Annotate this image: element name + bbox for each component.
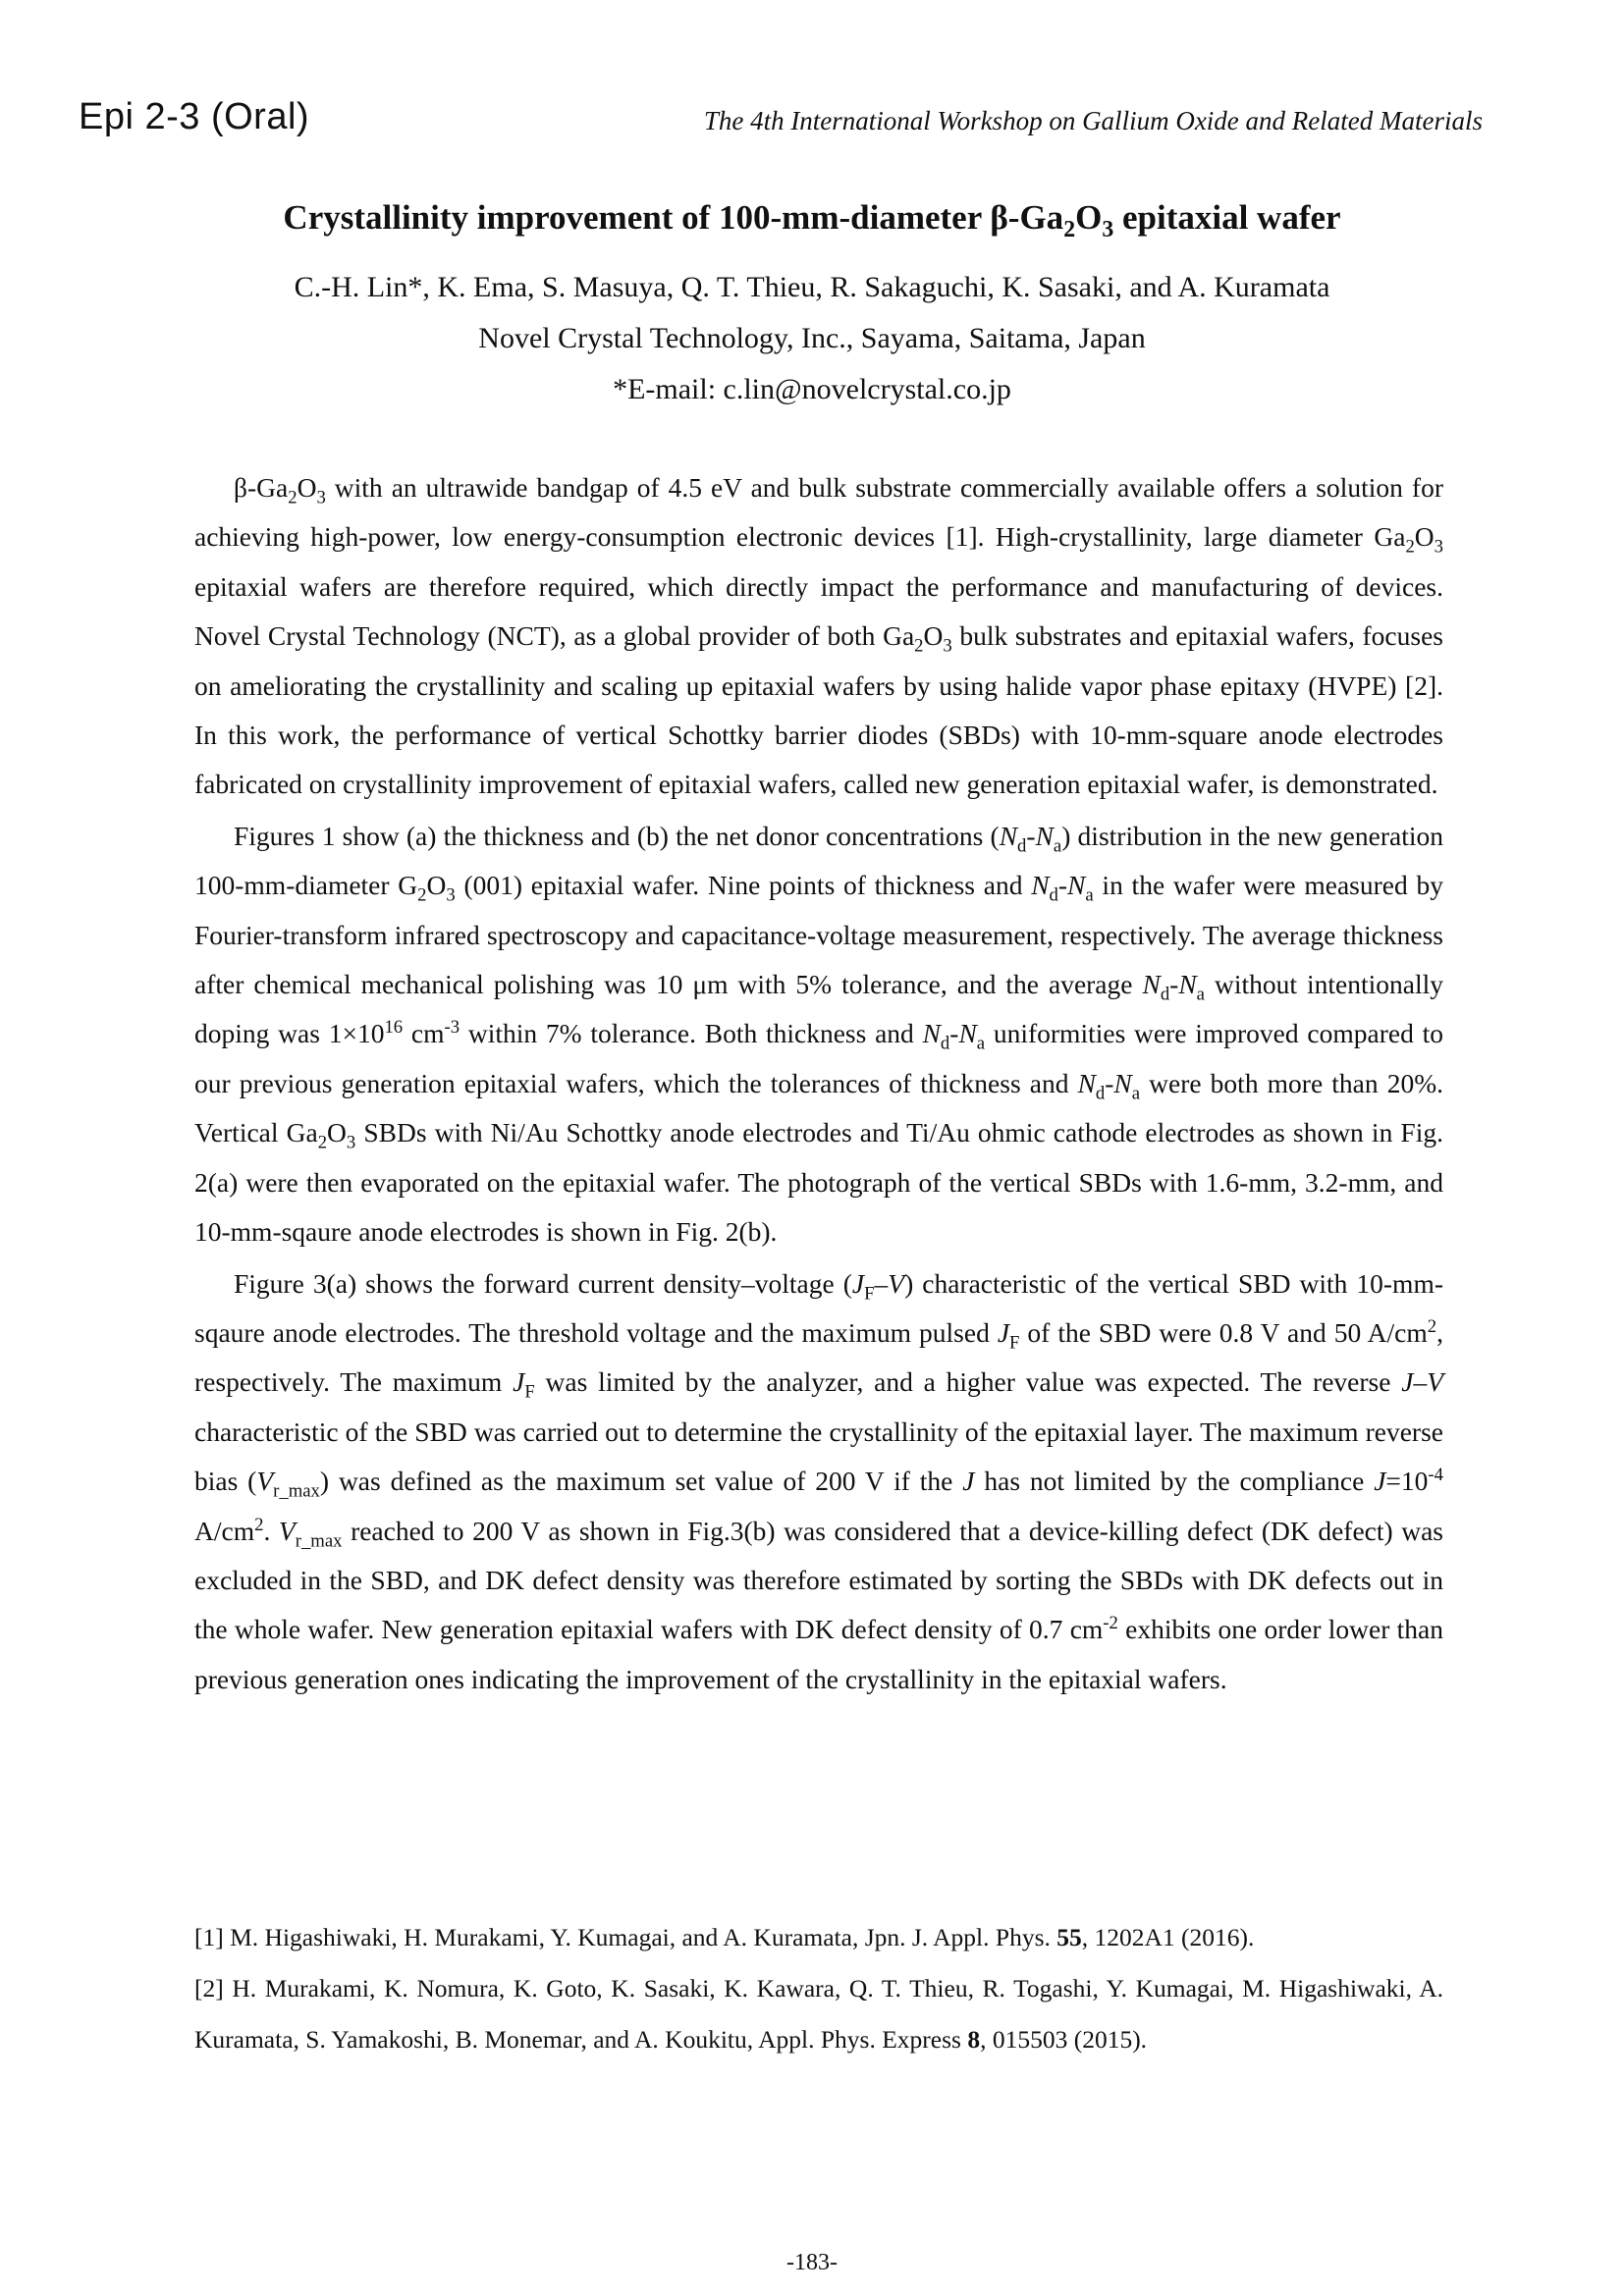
paper-title: Crystallinity improvement of 100-mm-diameter $\beta-Ga_2O_3$ epitaxial wafer: [283, 198, 1341, 242]
paragraph-1: $\beta-Ga_2O_3$ with an ultrawide bandgap of 4.5 eV and bulk substrate commercially available offers a solution for achieving high-power, low energy-consumption electronic devices [1]. High-crystallinity, large diameter $Ga_2O_3$ epitaxial wafers are therefore required, which directly impact the performance and manufacturing of devices. Novel Crystal Technology (NCT), as a global provider of both $Ga_2O_3$ bulk substrates and epitaxial wafers, focuses on ameliorating the crystallinity and scaling up epitaxial wafers by using halide vapor phase epitaxy (HVPE) [2]. In this work, the performance of vertical Schottky barrier diodes (SBDs) with 10-mm-square anode electrodes fabricated on crystallinity improvement of epitaxial wafers, called new generation epitaxial wafer, is demonstrated.: [194, 472, 1443, 800]
abstract-body: [194, 463, 1443, 1704]
paragraph-3: Figure 3(a) shows the forward current density–voltage $(J_F-V)$ characteristic of the vertical SBD with 10-mm-sqaure anode electrodes. The threshold voltage and the maximum pulsed $J_F$ of the SBD were 0.8 V and 50 $A/cm^2$, respectively. The maximum $J_F$ was limited by the analyzer, and a higher value was expected. The reverse J–V characteristic of the SBD was carried out to determine the crystallinity of the epitaxial layer. The maximum reverse bias $(V_{r\_max})$ was defined as the maximum set value of 200 V if the J has not limited by the compliance $J=10^{-4}$ $A/cm^2$. $V_{r\_max}$ reached to 200 V as shown in Fig.3(b) was considered that a device-killing defect (DK defect) was excluded in the SBD, and DK defect density was therefore estimated by sorting the SBDs with DK defects out in the whole wafer. New generation epitaxial wafers with DK defect density of 0.7 $cm^{-2}$ exhibits one order lower than previous generation ones indicating the improvement of the crystallinity in the epitaxial wafers.: [194, 1267, 1444, 1694]
contact-email: *E-mail: c.lin@novelcrystal.co.jp: [613, 373, 1011, 405]
page-number: -183-: [786, 2250, 838, 2275]
paragraph-2: Figures 1 show (a) the thickness and (b) the net donor concentrations $(N_d-N_a)$ distribution in the new generation 100-mm-diameter $G_2O_3$ (001) epitaxial wafer. Nine points of thickness and $N_d-N_a$ in the wafer were measured by Fourier-transform infrared spectroscopy and capacitance-voltage measurement, respectively. The average thickness after chemical mechanical polishing was 10 μm with 5% tolerance, and the average $N_d-N_a$ without intentionally doping was $1\times 10^{16}$ $cm^{-3}$ within 7% tolerance. Both thickness and $N_d-N_a$ uniformities were improved compared to our previous generation epitaxial wafers, which the tolerances of thickness and $N_d-N_a$ were both more than 20%. Vertical $Ga_2O_3$ SBDs with Ni/Au Schottky anode electrodes and Ti/Au ohmic cathode electrodes as shown in Fig. 2(a) were then evaporated on the epitaxial wafer. The photograph of the vertical SBDs with 1.6-mm, 3.2-mm, and 10-mm-sqaure anode electrodes is shown in Fig. 2(b).: [194, 820, 1443, 1248]
authors: C.-H. Lin*, K. Ema, S. Masuya, Q. T. Thieu, R. Sakaguchi, K. Sasaki, and A. Kuramata: [294, 271, 1330, 303]
workshop-name: The 4th International Workshop on Gallium Oxide and Related Materials: [703, 106, 1483, 135]
references: [194, 1912, 1443, 2065]
reference-2: [2] H. Murakami, K. Nomura, K. Goto, K. Sasaki, K. Kawara, Q. T. Thieu, R. Togashi, Y. Kumagai, M. Higashiwaki, A. Kuramata, S. Yamakoshi, B. Monemar, and A. Koukitu, Appl. Phys. Express 8, 015503 (2015).: [194, 1974, 1443, 2054]
affiliation: Novel Crystal Technology, Inc., Sayama, Saitama, Japan: [478, 322, 1146, 354]
reference-1: [1] M. Higashiwaki, H. Murakami, Y. Kumagai, and A. Kuramata, Jpn. J. Appl. Phys. 55, 1202A1 (2016).: [194, 1923, 1255, 1951]
session-label: Epi 2-3 (Oral): [79, 96, 310, 137]
